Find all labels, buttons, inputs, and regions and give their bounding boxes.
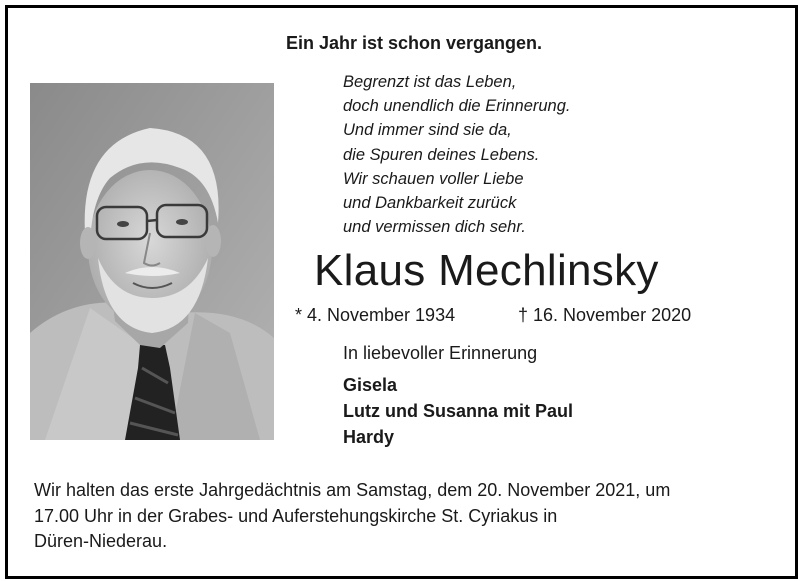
poem-line: und vermissen dich sehr.	[343, 218, 526, 237]
mourners-list	[343, 372, 573, 450]
poem-line: Begrenzt ist das Leben,	[343, 73, 517, 91]
poem-line: doch unendlich die Erinnerung.	[343, 97, 571, 116]
poem	[343, 70, 571, 239]
deceased-name: Klaus Mechlinsky	[314, 246, 659, 295]
notice-line: 17.00 Uhr in der Grabes- und Auferstehungskirche St. Cyriakus in	[34, 505, 558, 526]
portrait-photo	[30, 83, 274, 440]
memory-line: In liebevoller Erinnerung	[343, 343, 538, 363]
poem-line: die Spuren deines Lebens.	[343, 145, 540, 164]
memorial-notice	[34, 478, 774, 555]
death-date: † 16. November 2020	[518, 305, 692, 325]
notice-line: Düren-Niederau.	[34, 531, 168, 551]
poem-line: Wir schauen voller Liebe	[343, 169, 524, 188]
mourner-name: Gisela	[343, 375, 398, 395]
mourner-name: Lutz und Susanna mit Paul	[343, 401, 574, 421]
mourner-name: Hardy	[343, 427, 395, 447]
headline: Ein Jahr ist schon vergangen.	[285, 33, 543, 53]
birth-date: * 4. November 1934	[295, 305, 456, 325]
poem-line: Und immer sind sie da,	[343, 121, 512, 140]
poem-line: und Dankbarkeit zurück	[343, 194, 517, 213]
notice-line: Wir halten das erste Jahrgedächtnis am Samstag, dem 20. November 2021, um	[34, 480, 671, 500]
